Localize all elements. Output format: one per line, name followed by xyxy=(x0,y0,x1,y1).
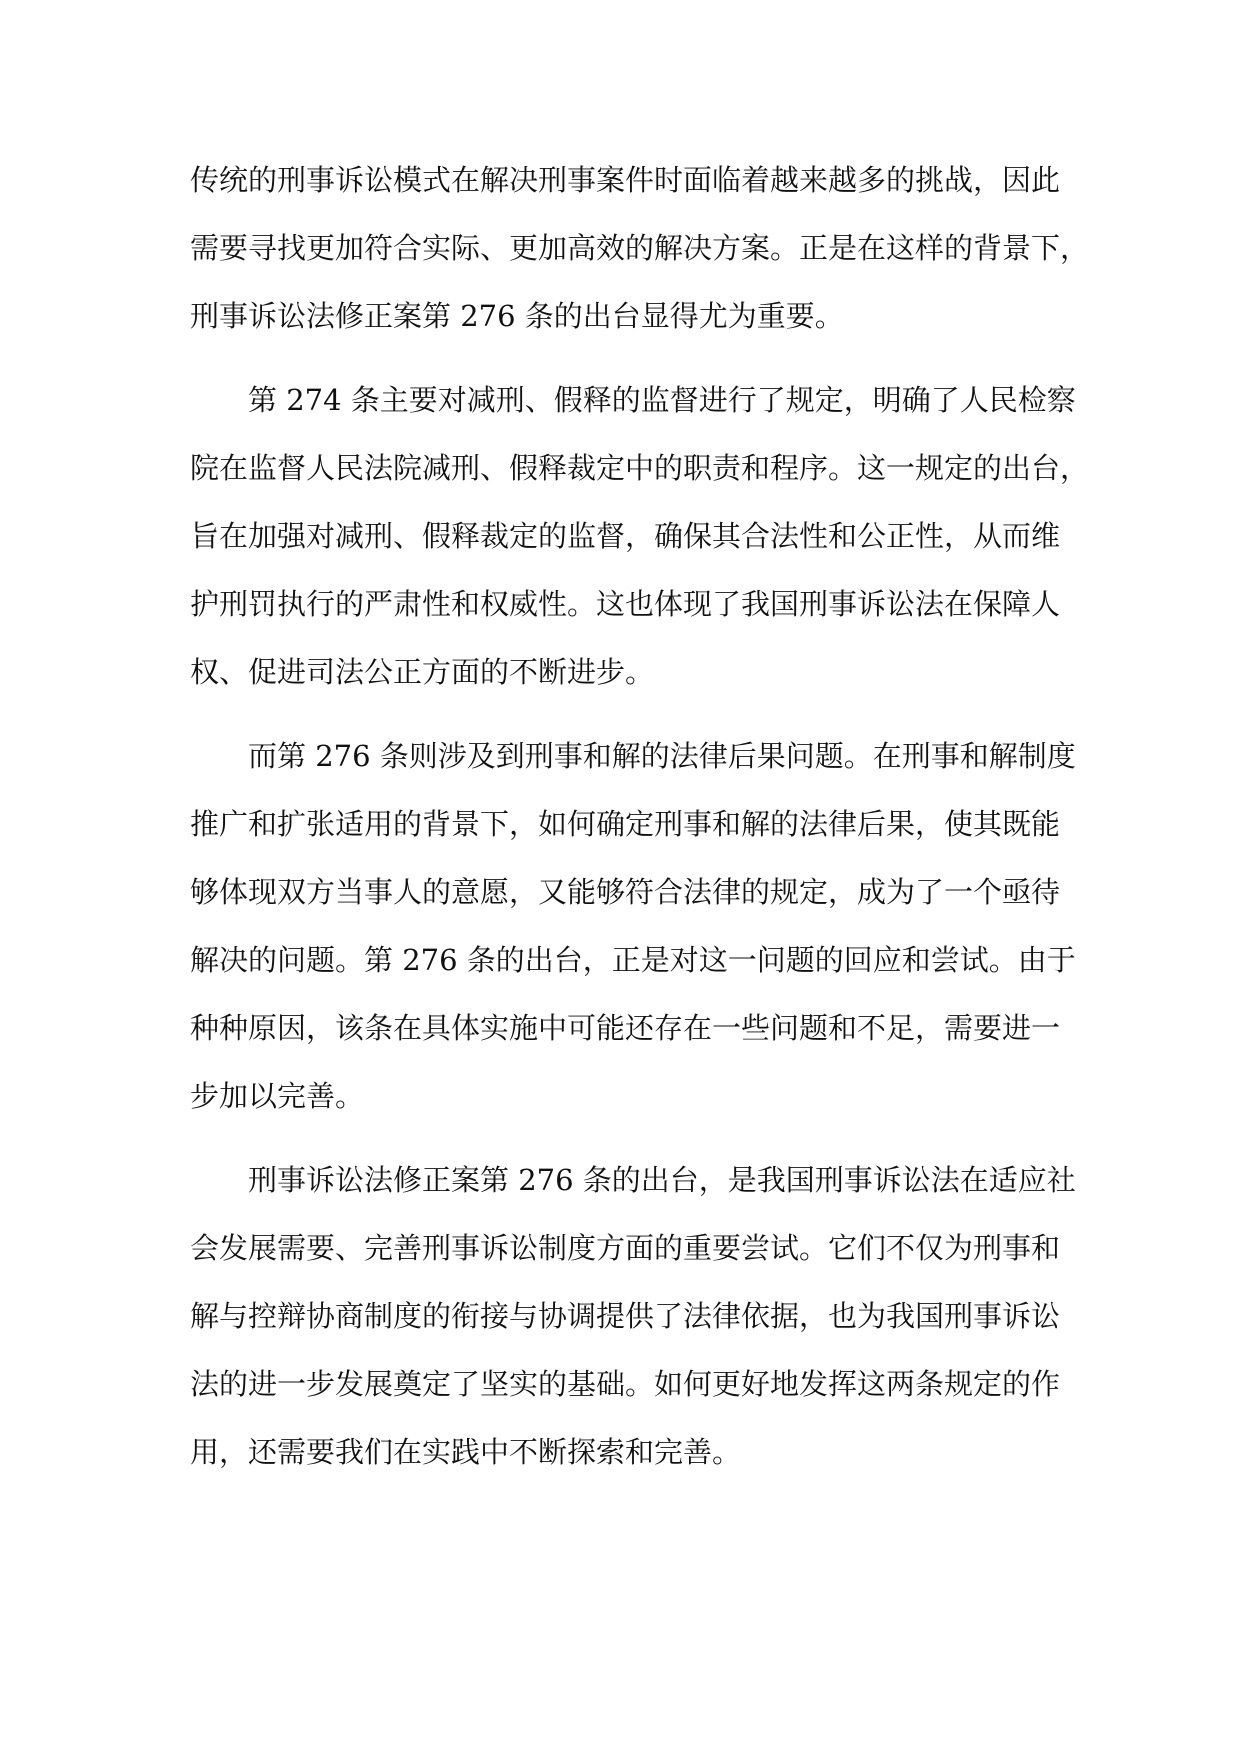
paragraph xyxy=(190,722,1076,1130)
text-line: 权、促进司法公正方面的不断进步。 xyxy=(190,655,655,689)
text-line: 刑事诉讼法修正案第 276 条的出台显得尤为重要。 xyxy=(190,299,844,333)
text-line: 院在监督人民法院减刑、假释裁定中的职责和程序。这一规定的出台， xyxy=(190,451,1090,485)
text-line: 需要寻找更加符合实际、更加高效的解决方案。正是在这样的背景下， xyxy=(190,231,1090,265)
paragraph-spacing xyxy=(190,706,1050,722)
text-line: 刑事诉讼法修正案第 276 条的出台，是我国刑事诉讼法在适应社 xyxy=(190,1163,1076,1197)
text-line: 步加以完善。 xyxy=(190,1079,365,1113)
text-line: 种种原因，该条在具体实施中可能还存在一些问题和不足，需要进一 xyxy=(190,1011,1061,1045)
text-line: 够体现双方当事人的意愿，又能够符合法律的规定，成为了一个亟待 xyxy=(190,875,1061,909)
text-line: 解与控辩协商制度的衔接与协调提供了法律依据，也为我国刑事诉讼 xyxy=(190,1299,1061,1333)
paragraph-spacing xyxy=(190,350,1050,366)
text-line: 传统的刑事诉讼模式在解决刑事案件时面临着越来越多的挑战，因此 xyxy=(190,163,1061,197)
text-line: 而第 276 条则涉及到刑事和解的法律后果问题。在刑事和解制度 xyxy=(190,739,1076,773)
paragraph xyxy=(190,366,1090,706)
text-line: 解决的问题。第 276 条的出台，正是对这一问题的回应和尝试。由于 xyxy=(190,943,1076,977)
text-line: 护刑罚执行的严肃性和权威性。这也体现了我国刑事诉讼法在保障人 xyxy=(190,587,1061,621)
paragraph-spacing xyxy=(190,1130,1050,1146)
text-line: 第 274 条主要对减刑、假释的监督进行了规定，明确了人民检察 xyxy=(190,383,1076,417)
text-line: 旨在加强对减刑、假释裁定的监督，确保其合法性和公正性，从而维 xyxy=(190,519,1061,553)
text-line: 用，还需要我们在实践中不断探索和完善。 xyxy=(190,1435,742,1469)
paragraph xyxy=(190,1146,1076,1486)
text-line: 会发展需要、完善刑事诉讼制度方面的重要尝试。它们不仅为刑事和 xyxy=(190,1231,1061,1265)
document-page xyxy=(190,146,1090,1486)
paragraph xyxy=(190,146,1090,350)
text-line: 法的进一步发展奠定了坚实的基础。如何更好地发挥这两条规定的作 xyxy=(190,1367,1061,1401)
text-line: 推广和扩张适用的背景下，如何确定刑事和解的法律后果，使其既能 xyxy=(190,807,1061,841)
